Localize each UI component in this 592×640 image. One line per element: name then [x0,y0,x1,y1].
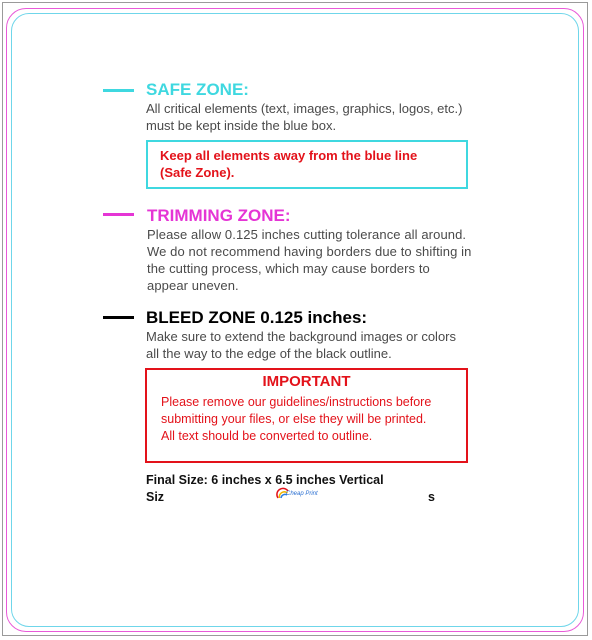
logo-text: Cheap Print [286,491,318,497]
safe-zone-notice-box [146,140,468,189]
bleed-zone-line: all the way to the edge of the black outline. [146,346,392,361]
final-size-line: Final Size: 6 inches x 6.5 inches Vertical [146,473,384,487]
trimming-zone-description [147,226,471,294]
final-size-text [146,472,435,506]
final-size-line-partial [146,489,435,506]
important-notice-box [145,368,468,463]
safe-zone-description [146,100,462,134]
bleed-zone-description [146,328,456,362]
bleed-zone-heading: BLEED ZONE 0.125 inches: [146,308,368,327]
trimming-zone-line: the cutting process, which may cause borders to [147,261,430,276]
important-line: Please remove our guidelines/instructions before [161,395,432,409]
logo-mark-icon [276,486,318,504]
company-logo [276,486,318,504]
safe-zone-notice [160,147,417,181]
important-line: All text should be converted to outline. [161,429,373,443]
important-body [161,394,431,445]
safe-zone-marker [103,89,134,92]
bleed-zone-marker [103,316,134,319]
safe-zone-line: All critical elements (text, images, graphics, logos, etc.) [146,101,463,116]
bleed-zone-line: Make sure to extend the background images or colors [146,329,457,344]
safe-zone-notice-line: Keep all elements away from the blue line [160,148,418,163]
safe-zone-heading: SAFE ZONE: [146,80,249,99]
safe-zone-notice-line: (Safe Zone). [160,165,235,180]
trimming-zone-marker [103,213,134,216]
final-size-partial-end: s [428,490,435,504]
important-title: IMPORTANT [262,373,351,390]
final-size-partial-start: Siz [146,490,165,504]
trimming-zone-line: appear uneven. [147,278,239,293]
trimming-zone-line: Please allow 0.125 inches cutting tolerance all around. [147,227,467,242]
trimming-zone-heading: TRIMMING ZONE: [147,206,291,225]
safe-zone-line: must be kept inside the blue box. [146,118,337,133]
important-line: submitting your files, or else they will be printed. [161,412,427,426]
trimming-zone-line: We do not recommend having borders due to shifting in [147,244,472,259]
